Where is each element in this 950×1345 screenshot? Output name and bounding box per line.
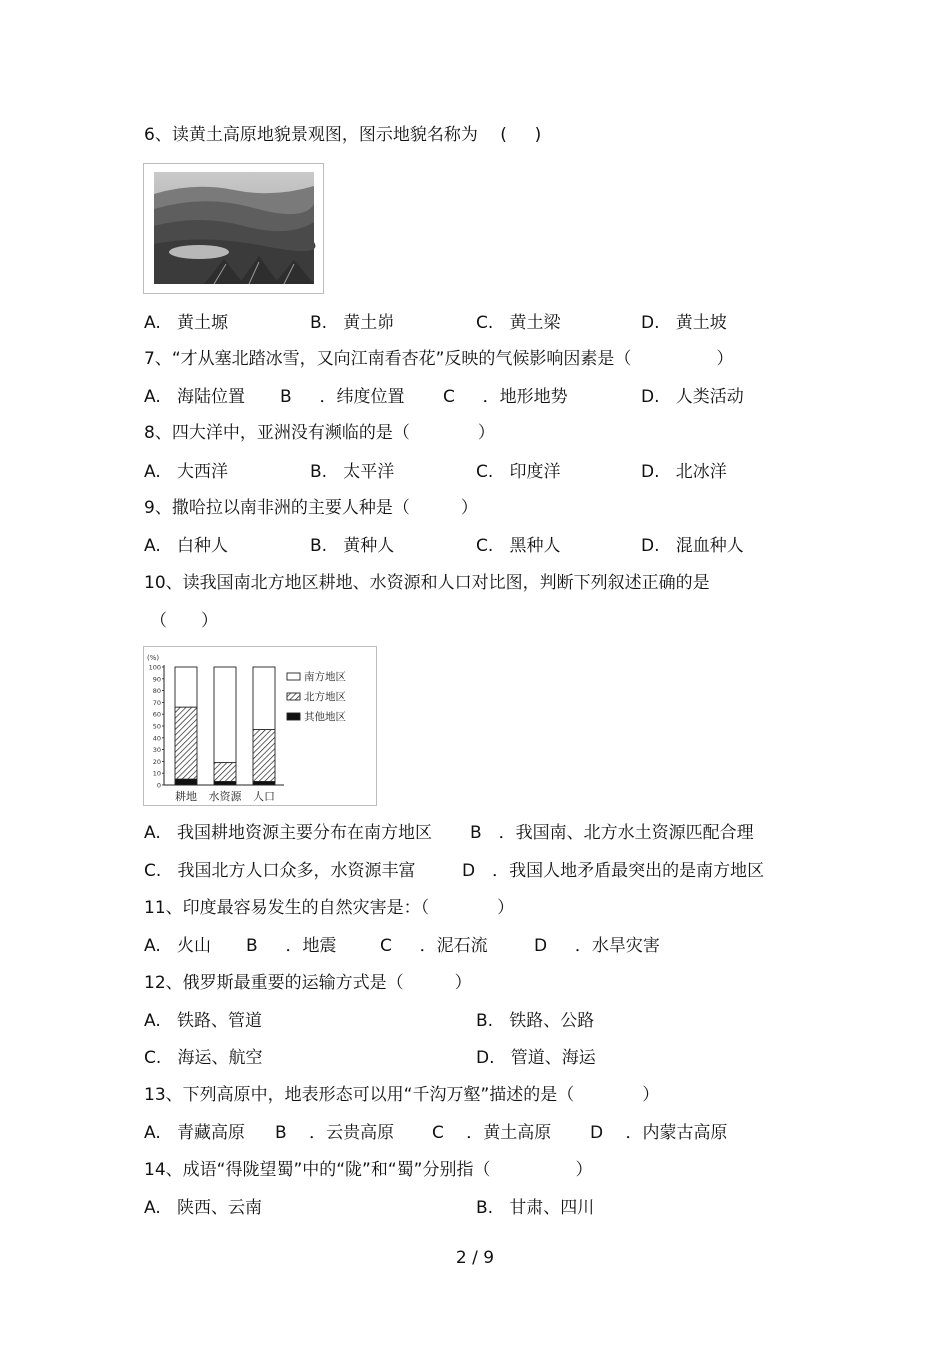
question-13-stem: 13、下列高原中，地表形态可以用“千沟万壑”描述的是（ ） (144, 1085, 660, 1105)
q7-option-d: D. 人类活动 (641, 387, 744, 407)
q14-option-a: A. 陕西、云南 (144, 1198, 262, 1218)
loess-landform-photo (143, 163, 324, 294)
bar-南方地区 (175, 667, 197, 707)
y-tick-label: 10 (152, 769, 161, 778)
q8-option-a: A. 大西洋 (144, 462, 228, 482)
y-tick-label: 30 (152, 746, 161, 755)
legend-swatch (287, 673, 300, 680)
bar-北方地区 (214, 763, 236, 782)
q6-option-a: A. 黄土塬 (144, 313, 228, 333)
q13-option-c: C ．黄土高原 (432, 1123, 552, 1143)
q6-option-b: B. 黄土峁 (310, 313, 395, 333)
bar-北方地区 (175, 707, 197, 779)
question-6-stem: 6、读黄土高原地貌景观图，图示地貌名称为 ( ) (144, 125, 542, 145)
bar-南方地区 (214, 667, 236, 763)
question-14-stem: 14、成语“得陇望蜀”中的“陇”和“蜀”分别指（ ） (144, 1160, 593, 1180)
q9-option-d: D. 混血种人 (641, 536, 744, 556)
q6-option-d: D. 黄土坡 (641, 313, 727, 333)
north-south-comparison-chart (143, 646, 377, 806)
q6-option-c: C. 黄土梁 (476, 313, 561, 333)
legend-label: 其他地区 (304, 711, 346, 723)
q10-option-d: D ．我国人地矛盾最突出的是南方地区 (462, 861, 765, 881)
q12-option-a: A. 铁路、管道 (144, 1011, 262, 1031)
q13-option-b: B ．云贵高原 (275, 1123, 395, 1143)
y-tick-label: 0 (156, 781, 161, 790)
question-8-stem: 8、四大洋中，亚洲没有濒临的是（ ） (144, 423, 495, 443)
question-11-stem: 11、印度最容易发生的自然灾害是：（ ） (144, 898, 515, 918)
q11-option-a: A. 火山 (144, 936, 211, 956)
question-10-stem: 10、读我国南北方地区耕地、水资源和人口对比图，判断下列叙述正确的是 (144, 573, 710, 593)
q10-option-b: B ．我国南、北方水土资源匹配合理 (470, 823, 754, 843)
bar-其他地区 (253, 781, 275, 785)
q12-option-d: D. 管道、海运 (476, 1048, 596, 1068)
y-tick-label: 100 (148, 663, 161, 672)
page-number: 2 / 9 (455, 1248, 495, 1268)
question-7-stem: 7、“才从塞北踏冰雪，又向江南看杏花”反映的气候影响因素是（ ） (144, 349, 734, 369)
x-category-label: 人口 (253, 790, 275, 803)
y-tick-label: 40 (152, 734, 161, 743)
q8-option-c: C. 印度洋 (476, 462, 561, 482)
q13-option-d: D ．内蒙古高原 (590, 1123, 728, 1143)
legend-label: 北方地区 (304, 691, 346, 703)
bar-南方地区 (253, 667, 275, 730)
q9-option-b: B. 黄种人 (310, 536, 395, 556)
q8-option-d: D. 北冰洋 (641, 462, 727, 482)
y-axis-label: (%) (147, 654, 160, 662)
x-category-label: 水资源 (208, 790, 242, 803)
q9-option-c: C. 黑种人 (476, 536, 561, 556)
q11-option-b: B ．地震 (246, 936, 337, 956)
q12-option-c: C. 海运、航空 (144, 1048, 263, 1068)
question-12-stem: 12、俄罗斯最重要的运输方式是（ ） (144, 973, 472, 993)
x-category-label: 耕地 (175, 790, 197, 803)
q10-option-c: C. 我国北方人口众多，水资源丰富 (144, 861, 416, 881)
q8-option-b: B. 太平洋 (310, 462, 395, 482)
bar-北方地区 (253, 730, 275, 782)
bar-其他地区 (214, 781, 236, 785)
q11-option-d: D ．水旱灾害 (534, 936, 660, 956)
y-tick-label: 20 (152, 757, 161, 766)
loess-landform-illustration (144, 164, 323, 293)
y-tick-label: 60 (152, 710, 161, 719)
q13-option-a: A. 青藏高原 (144, 1123, 245, 1143)
q10-option-a: A. 我国耕地资源主要分布在南方地区 (144, 823, 432, 843)
y-tick-label: 80 (152, 687, 161, 696)
legend-label: 南方地区 (304, 671, 346, 683)
q12-option-b: B. 铁路、公路 (476, 1011, 595, 1031)
q14-option-b: B. 甘肃、四川 (476, 1198, 595, 1218)
q7-option-b: B ．纬度位置 (280, 387, 405, 407)
q11-option-c: C ．泥石流 (380, 936, 488, 956)
question-10-answer-paren: （ ） (150, 611, 218, 631)
y-tick-label: 90 (152, 675, 161, 684)
y-tick-label: 70 (152, 698, 161, 707)
q9-option-a: A. 白种人 (144, 536, 228, 556)
legend-swatch (287, 713, 300, 720)
q7-option-c: C ．地形地势 (443, 387, 568, 407)
question-9-stem: 9、撒哈拉以南非洲的主要人种是（ ） (144, 498, 478, 518)
legend-swatch (287, 693, 300, 700)
q7-option-a: A. 海陆位置 (144, 387, 245, 407)
y-tick-label: 50 (152, 722, 161, 731)
bar-其他地区 (175, 779, 197, 785)
stacked-bar-chart (144, 647, 376, 805)
